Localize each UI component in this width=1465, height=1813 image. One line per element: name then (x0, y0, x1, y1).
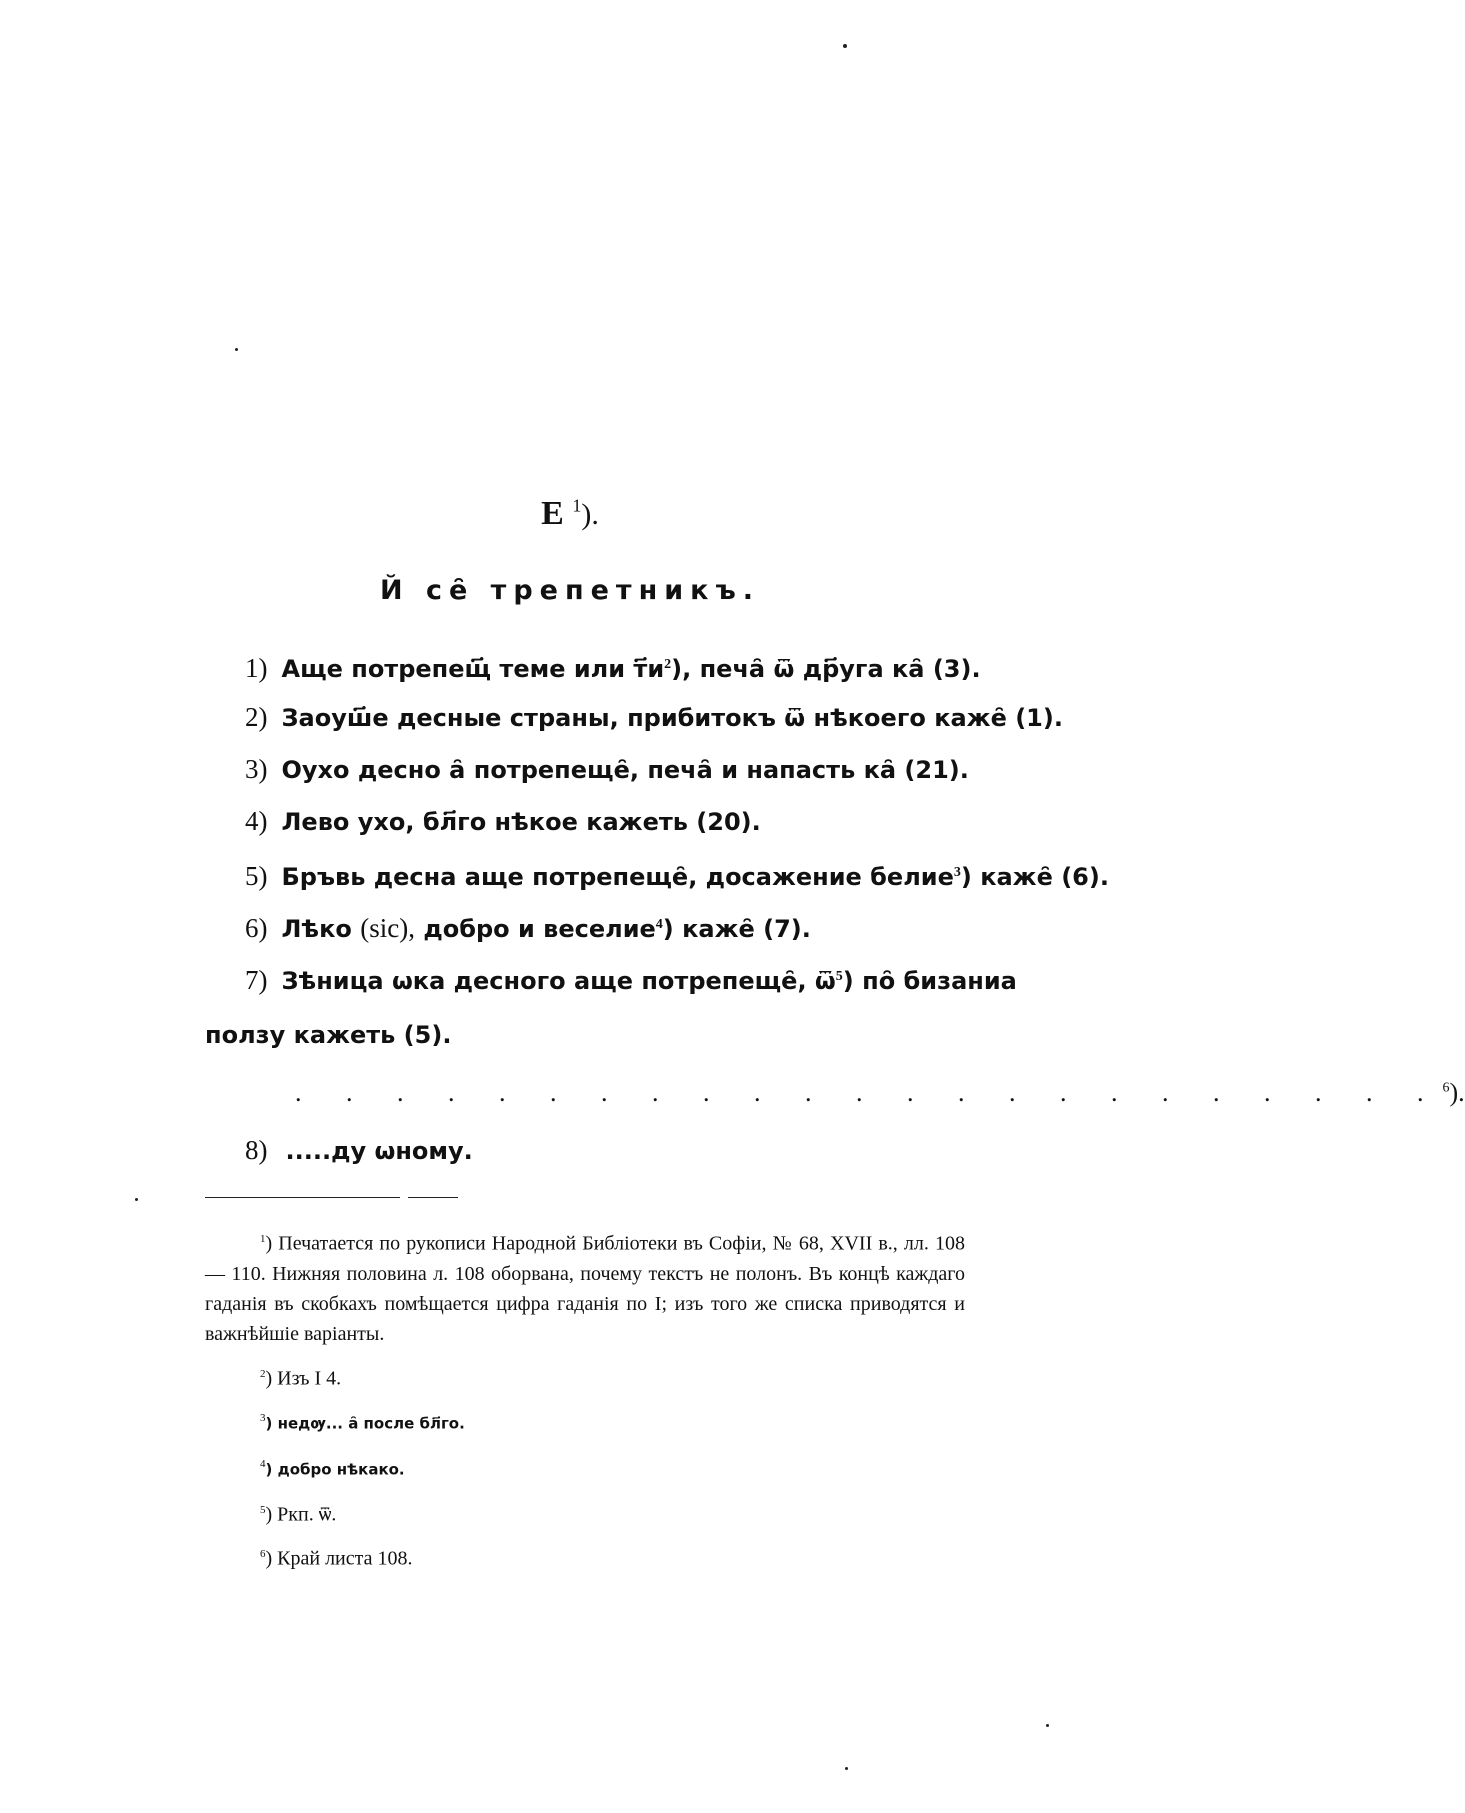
entry-text: Бръвь десна аще потрепеще̑, досажение белие (281, 863, 954, 891)
footnote-text: ) недѹ... а̑ после бл҃го. (265, 1414, 465, 1433)
entry-text: Зѣница ѡка десного аще потрепеще̑, ѿ (281, 967, 836, 995)
entry-2 (245, 700, 1063, 752)
entry-7-continuation: ползу кажеть (5). (205, 1021, 452, 1049)
footnote-marker: 3 (260, 1412, 266, 1425)
footnote-text: ) добро нѣкако. (265, 1460, 405, 1479)
entry-7 (245, 960, 1017, 1012)
entry-number: 5) (245, 861, 268, 891)
entry-latin: (sic), (360, 913, 415, 943)
dots: . . . . . . . . . . . . . . . . . . . . . . . (295, 1078, 1443, 1107)
footnote-text: ) Печатается по рукописи Народной Библіотеки въ Софіи, № 68, XVII в., лл. 108 — 110. Нижняя половина л. 108 оборвана, почему текстъ не полонъ. Въ концѣ каждаго гаданія въ скобкахъ помѣщается цифра гаданія по I; изъ того же списка приводятся и важнѣйшіе варіанты. (205, 1232, 965, 1345)
footnote-text: ) Ркп. ѿ. (265, 1503, 337, 1526)
footnote-marker: 1 (260, 1233, 266, 1245)
footnote-marker: 5 (260, 1503, 266, 1516)
section-closing: ). (581, 498, 599, 531)
entry-tail: ) каже̑ (7). (662, 915, 811, 943)
entry-text: .....ду ѡному. (285, 1137, 473, 1165)
footnote-text: ) Изъ I 4. (265, 1367, 342, 1390)
entry-text: Лево ухо, бл҃го нѣкое кажеть (20). (281, 808, 761, 836)
footnotes (205, 1224, 965, 1574)
footnote-marker: 2 (260, 1367, 266, 1380)
scan-speck (1046, 1724, 1049, 1727)
entry-text: Лѣко (281, 915, 352, 943)
entry-number: 7) (245, 965, 268, 995)
dots-tail: ). (1449, 1078, 1465, 1107)
footnote-ref: 3 (953, 865, 961, 880)
footnote-5 (260, 1495, 965, 1530)
entry-text: Оухо десно а̑ потрепеще̑, печа̑ и напасть ка̑ (21). (281, 756, 969, 784)
entry-number: 8) (245, 1135, 268, 1165)
entry-1 (245, 648, 985, 700)
entry-text: Заоуш҃е десные страны, прибитокъ ѿ нѣкоего каже̑ (1). (281, 704, 1063, 732)
footnote-ref: 2 (664, 657, 672, 672)
footnote-marker: 4 (260, 1457, 266, 1470)
entry-number: 2) (245, 702, 268, 732)
entry-tail: ) каже̑ (6). (960, 863, 1109, 891)
entry-number: 1) (245, 653, 268, 683)
footnote-ref: 6 (1442, 1080, 1450, 1096)
entry-4 (245, 804, 985, 856)
entry-number: 6) (245, 913, 268, 943)
footnote-ref: 5 (835, 969, 843, 984)
entry-5 (245, 856, 1109, 908)
entries-list (205, 648, 1109, 1049)
footnote-text: ) Край листа 108. (265, 1547, 413, 1570)
entry-text: добро и веселие (423, 915, 656, 943)
entry-8 (245, 1135, 473, 1166)
footnote-ref: 4 (655, 917, 663, 932)
entry-3 (245, 752, 985, 804)
footnote-marker: 6 (260, 1548, 266, 1561)
entry-text: Аще потрепещ҃ теме или т҃и (281, 655, 665, 683)
scan-speck (235, 348, 238, 351)
footnote-3 (260, 1403, 965, 1439)
footnote-divider (205, 1197, 400, 1198)
entry-6 (245, 908, 985, 960)
section-letter: Е (541, 495, 564, 532)
footnote-ref: 1 (572, 495, 582, 516)
entry-tail: ) по̑ бизаниа (842, 967, 1017, 995)
scan-speck (845, 1767, 848, 1770)
section-heading (0, 495, 1140, 533)
scan-speck (843, 44, 847, 48)
entry-tail: ), печа̑ ѿ др҃уга ка̑ (3). (671, 655, 981, 683)
section-subtitle: Й се̑ трепетникъ. (379, 575, 761, 606)
footnote-1 (205, 1224, 965, 1349)
scan-speck (135, 1198, 138, 1201)
footnote-4 (260, 1449, 965, 1485)
footnote-divider (408, 1197, 458, 1198)
footnote-6 (260, 1539, 965, 1574)
entry-number: 3) (245, 754, 268, 784)
footnote-2 (260, 1359, 965, 1394)
lacuna-dots (295, 1078, 1465, 1108)
entry-number: 4) (245, 806, 268, 836)
